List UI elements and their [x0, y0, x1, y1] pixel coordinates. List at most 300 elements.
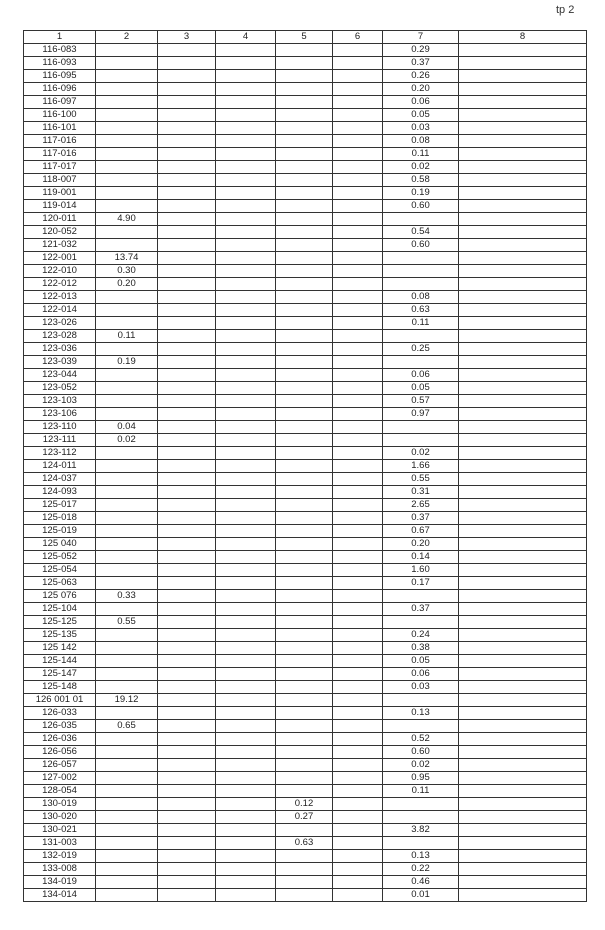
table-cell: 0.05 — [383, 655, 459, 668]
table-cell — [96, 499, 158, 512]
table-cell — [459, 330, 587, 343]
table-cell — [459, 317, 587, 330]
table-cell — [333, 317, 383, 330]
table-cell: 116-083 — [24, 44, 96, 57]
table-cell — [333, 512, 383, 525]
table-cell — [276, 655, 333, 668]
table-cell — [276, 876, 333, 889]
table-cell — [276, 863, 333, 876]
table-cell — [333, 785, 383, 798]
table-cell — [276, 70, 333, 83]
table-cell: 0.52 — [383, 733, 459, 746]
table-cell — [383, 434, 459, 447]
table-cell — [158, 356, 216, 369]
table-cell — [216, 421, 276, 434]
table-cell — [276, 96, 333, 109]
table-row — [24, 460, 587, 473]
table-cell — [216, 681, 276, 694]
table-cell: 0.60 — [383, 746, 459, 759]
table-cell — [333, 252, 383, 265]
table-row — [24, 291, 587, 304]
table-cell — [96, 889, 158, 902]
table-cell: 0.06 — [383, 96, 459, 109]
table-cell — [216, 850, 276, 863]
table-cell: 123-106 — [24, 408, 96, 421]
table-row — [24, 798, 587, 811]
table-cell — [158, 460, 216, 473]
table-cell — [276, 278, 333, 291]
table-cell — [333, 681, 383, 694]
table-row — [24, 707, 587, 720]
table-cell: 125-017 — [24, 499, 96, 512]
table-cell: 125-148 — [24, 681, 96, 694]
table-cell — [216, 460, 276, 473]
table-cell — [216, 486, 276, 499]
table-cell — [383, 590, 459, 603]
table-cell — [333, 837, 383, 850]
table-cell — [96, 148, 158, 161]
table-cell — [276, 44, 333, 57]
table-cell — [96, 837, 158, 850]
table-cell — [96, 395, 158, 408]
table-row — [24, 590, 587, 603]
table-cell: 0.60 — [383, 200, 459, 213]
table-row — [24, 473, 587, 486]
table-cell — [158, 304, 216, 317]
table-cell: 123-111 — [24, 434, 96, 447]
table-cell: 0.11 — [383, 148, 459, 161]
table-cell — [158, 772, 216, 785]
table-cell — [216, 590, 276, 603]
table-cell — [158, 733, 216, 746]
table-cell — [333, 668, 383, 681]
table-cell: 0.08 — [383, 291, 459, 304]
table-cell — [459, 434, 587, 447]
table-cell — [216, 408, 276, 421]
table-cell: 0.04 — [96, 421, 158, 434]
table-cell — [216, 863, 276, 876]
table-cell: 0.58 — [383, 174, 459, 187]
table-cell — [276, 616, 333, 629]
table-cell — [383, 694, 459, 707]
table-cell: 134-019 — [24, 876, 96, 889]
table-cell — [276, 356, 333, 369]
table-cell — [276, 174, 333, 187]
table-cell — [158, 135, 216, 148]
table-cell: 0.17 — [383, 577, 459, 590]
table-cell — [459, 96, 587, 109]
table-row — [24, 603, 587, 616]
table-cell — [333, 265, 383, 278]
table-cell — [333, 369, 383, 382]
table-cell: 125-018 — [24, 512, 96, 525]
table-cell — [276, 291, 333, 304]
table-row — [24, 122, 587, 135]
table-cell — [333, 772, 383, 785]
table-cell: 132-019 — [24, 850, 96, 863]
table-cell: 0.20 — [96, 278, 158, 291]
table-cell: 0.11 — [383, 317, 459, 330]
table-cell — [158, 187, 216, 200]
table-cell — [96, 538, 158, 551]
table-cell — [459, 148, 587, 161]
table-cell — [96, 96, 158, 109]
table-cell — [96, 174, 158, 187]
table-cell: 117-017 — [24, 161, 96, 174]
table-cell — [216, 96, 276, 109]
table-cell: 0.24 — [383, 629, 459, 642]
table-cell — [333, 499, 383, 512]
table-cell — [216, 759, 276, 772]
table-row — [24, 70, 587, 83]
table-cell — [158, 850, 216, 863]
table-cell — [216, 668, 276, 681]
table-cell — [333, 278, 383, 291]
table-row — [24, 148, 587, 161]
table-cell — [459, 889, 587, 902]
table-cell — [216, 226, 276, 239]
table-cell — [276, 694, 333, 707]
table-row — [24, 551, 587, 564]
table-cell — [96, 109, 158, 122]
table-row — [24, 174, 587, 187]
table-cell — [96, 343, 158, 356]
table-cell — [96, 200, 158, 213]
table-cell — [276, 330, 333, 343]
table-cell — [333, 746, 383, 759]
table-cell — [333, 161, 383, 174]
table-cell — [459, 707, 587, 720]
table-cell: 123-103 — [24, 395, 96, 408]
table-cell: 3.82 — [383, 824, 459, 837]
table-cell: 119-014 — [24, 200, 96, 213]
table-cell — [333, 473, 383, 486]
table-cell: 0.46 — [383, 876, 459, 889]
table-cell — [96, 135, 158, 148]
table-cell — [216, 330, 276, 343]
table-cell — [333, 213, 383, 226]
table-cell — [158, 681, 216, 694]
table-cell — [276, 148, 333, 161]
table-row — [24, 824, 587, 837]
table-cell — [216, 642, 276, 655]
table-cell — [333, 538, 383, 551]
table-cell — [158, 512, 216, 525]
table-cell — [158, 291, 216, 304]
table-cell — [459, 187, 587, 200]
table-cell — [333, 629, 383, 642]
table-cell — [96, 187, 158, 200]
table-cell — [383, 720, 459, 733]
table-cell — [459, 83, 587, 96]
table-cell — [96, 70, 158, 83]
table-cell: 125-054 — [24, 564, 96, 577]
table-cell: 0.33 — [96, 590, 158, 603]
table-cell — [96, 707, 158, 720]
table-cell — [459, 655, 587, 668]
table-cell: 130-021 — [24, 824, 96, 837]
table-cell — [158, 798, 216, 811]
table-header-row — [24, 31, 587, 44]
table-cell — [96, 746, 158, 759]
table-cell — [96, 655, 158, 668]
table-cell — [158, 278, 216, 291]
table-cell: 0.22 — [383, 863, 459, 876]
table-cell — [333, 603, 383, 616]
table-cell: 124-093 — [24, 486, 96, 499]
table-cell — [216, 629, 276, 642]
table-cell — [216, 551, 276, 564]
table-cell — [459, 772, 587, 785]
table-cell — [216, 304, 276, 317]
table-cell — [459, 694, 587, 707]
table-row — [24, 369, 587, 382]
table-cell — [216, 889, 276, 902]
table-cell — [96, 408, 158, 421]
table-cell — [216, 356, 276, 369]
table-cell: 0.13 — [383, 707, 459, 720]
table-cell — [276, 707, 333, 720]
table-cell — [459, 876, 587, 889]
table-cell — [276, 720, 333, 733]
table-cell — [333, 486, 383, 499]
table-cell — [333, 174, 383, 187]
table-cell: 0.02 — [383, 759, 459, 772]
table-cell: 0.05 — [383, 109, 459, 122]
table-cell — [383, 811, 459, 824]
table-cell — [216, 122, 276, 135]
table-cell — [459, 122, 587, 135]
table-cell: 122-014 — [24, 304, 96, 317]
table-cell — [459, 460, 587, 473]
table-cell — [276, 408, 333, 421]
table-cell: 120-011 — [24, 213, 96, 226]
table-cell — [333, 304, 383, 317]
table-row — [24, 83, 587, 96]
table-cell — [459, 265, 587, 278]
table-row — [24, 564, 587, 577]
table-cell — [276, 382, 333, 395]
table-cell — [383, 616, 459, 629]
table-cell: 125 076 — [24, 590, 96, 603]
table-cell — [276, 460, 333, 473]
table-cell: 0.05 — [383, 382, 459, 395]
table-cell — [383, 265, 459, 278]
table-cell — [276, 473, 333, 486]
table-cell — [96, 226, 158, 239]
table-cell — [158, 707, 216, 720]
table-cell: 124-011 — [24, 460, 96, 473]
table-cell — [333, 330, 383, 343]
table-cell — [459, 70, 587, 83]
table-cell — [276, 395, 333, 408]
table-cell — [459, 356, 587, 369]
table-cell: 0.12 — [276, 798, 333, 811]
table-cell — [383, 278, 459, 291]
table-cell: 0.06 — [383, 668, 459, 681]
table-cell — [158, 642, 216, 655]
table-cell — [158, 863, 216, 876]
table-cell — [459, 863, 587, 876]
table-cell — [459, 161, 587, 174]
table-cell — [216, 382, 276, 395]
table-cell — [216, 395, 276, 408]
table-cell — [459, 798, 587, 811]
table-cell — [276, 785, 333, 798]
table-cell — [96, 772, 158, 785]
table-cell — [333, 408, 383, 421]
table-cell — [96, 642, 158, 655]
table-cell — [459, 759, 587, 772]
table-row — [24, 252, 587, 265]
table-cell — [216, 811, 276, 824]
table-cell: 1.66 — [383, 460, 459, 473]
table-cell — [158, 551, 216, 564]
table-cell — [459, 486, 587, 499]
table-cell — [216, 161, 276, 174]
table-cell: 125-144 — [24, 655, 96, 668]
table-cell: 125 142 — [24, 642, 96, 655]
table-cell: 122-001 — [24, 252, 96, 265]
table-cell — [96, 57, 158, 70]
table-cell — [96, 382, 158, 395]
table-cell — [276, 57, 333, 70]
table-cell — [333, 200, 383, 213]
table-cell: 0.25 — [383, 343, 459, 356]
table-cell — [333, 70, 383, 83]
table-cell — [216, 876, 276, 889]
table-row — [24, 408, 587, 421]
table-cell — [158, 434, 216, 447]
table-row — [24, 44, 587, 57]
table-cell — [158, 252, 216, 265]
table-cell — [158, 889, 216, 902]
table-cell — [216, 434, 276, 447]
table-cell — [459, 837, 587, 850]
table-cell — [276, 83, 333, 96]
table-cell — [276, 564, 333, 577]
table-cell: 0.60 — [383, 239, 459, 252]
table-cell — [158, 239, 216, 252]
table-cell — [333, 707, 383, 720]
table-row — [24, 889, 587, 902]
table-cell — [216, 109, 276, 122]
table-cell — [96, 460, 158, 473]
table-cell — [158, 811, 216, 824]
table-cell — [158, 577, 216, 590]
table-cell — [216, 499, 276, 512]
table-cell — [459, 382, 587, 395]
table-cell — [158, 109, 216, 122]
table-cell: 0.37 — [383, 512, 459, 525]
table-cell — [276, 421, 333, 434]
table-cell — [459, 343, 587, 356]
table-cell: 0.30 — [96, 265, 158, 278]
table-cell — [158, 57, 216, 70]
table-cell — [216, 616, 276, 629]
table-cell — [158, 421, 216, 434]
table-cell — [459, 226, 587, 239]
table-cell — [158, 174, 216, 187]
table-row — [24, 876, 587, 889]
table-cell — [216, 447, 276, 460]
table-cell: 126-057 — [24, 759, 96, 772]
table-cell — [158, 837, 216, 850]
table-cell — [216, 772, 276, 785]
table-cell: 123-052 — [24, 382, 96, 395]
column-header: 7 — [383, 31, 459, 44]
column-header: 1 — [24, 31, 96, 44]
table-cell — [276, 109, 333, 122]
table-cell — [216, 655, 276, 668]
table-cell — [459, 135, 587, 148]
table-cell — [216, 70, 276, 83]
table-cell — [276, 603, 333, 616]
table-cell: 128-054 — [24, 785, 96, 798]
table-cell — [96, 798, 158, 811]
table-row — [24, 629, 587, 642]
table-cell — [216, 746, 276, 759]
table-cell: 0.19 — [383, 187, 459, 200]
table-cell: 125-135 — [24, 629, 96, 642]
table-cell — [459, 811, 587, 824]
table-cell — [459, 525, 587, 538]
table-cell: 122-012 — [24, 278, 96, 291]
table-cell — [383, 798, 459, 811]
table-cell: 116-096 — [24, 83, 96, 96]
table-cell — [96, 668, 158, 681]
table-cell: 125-125 — [24, 616, 96, 629]
table-cell: 116-097 — [24, 96, 96, 109]
table-cell — [158, 603, 216, 616]
table-cell — [459, 499, 587, 512]
table-cell: 131-003 — [24, 837, 96, 850]
table-cell: 122-013 — [24, 291, 96, 304]
table-cell — [158, 265, 216, 278]
table-row — [24, 655, 587, 668]
table-cell — [158, 148, 216, 161]
table-cell — [333, 148, 383, 161]
table-row — [24, 57, 587, 70]
table-cell — [276, 499, 333, 512]
table-cell — [158, 499, 216, 512]
table-cell — [96, 759, 158, 772]
table-cell — [216, 733, 276, 746]
table-row — [24, 395, 587, 408]
table-cell — [459, 57, 587, 70]
table-cell — [216, 512, 276, 525]
table-cell — [459, 473, 587, 486]
table-cell — [276, 343, 333, 356]
table-cell — [276, 434, 333, 447]
table-cell — [459, 291, 587, 304]
table-cell — [276, 590, 333, 603]
table-cell — [333, 226, 383, 239]
table-cell: 118-007 — [24, 174, 96, 187]
table-cell — [276, 226, 333, 239]
table-cell: 121-032 — [24, 239, 96, 252]
table-cell — [383, 213, 459, 226]
table-cell: 0.03 — [383, 681, 459, 694]
table-cell — [459, 538, 587, 551]
table-cell — [276, 772, 333, 785]
table-cell: 0.08 — [383, 135, 459, 148]
table-cell — [333, 109, 383, 122]
table-cell — [158, 343, 216, 356]
table-cell — [158, 213, 216, 226]
table-cell — [383, 330, 459, 343]
table-cell — [276, 642, 333, 655]
